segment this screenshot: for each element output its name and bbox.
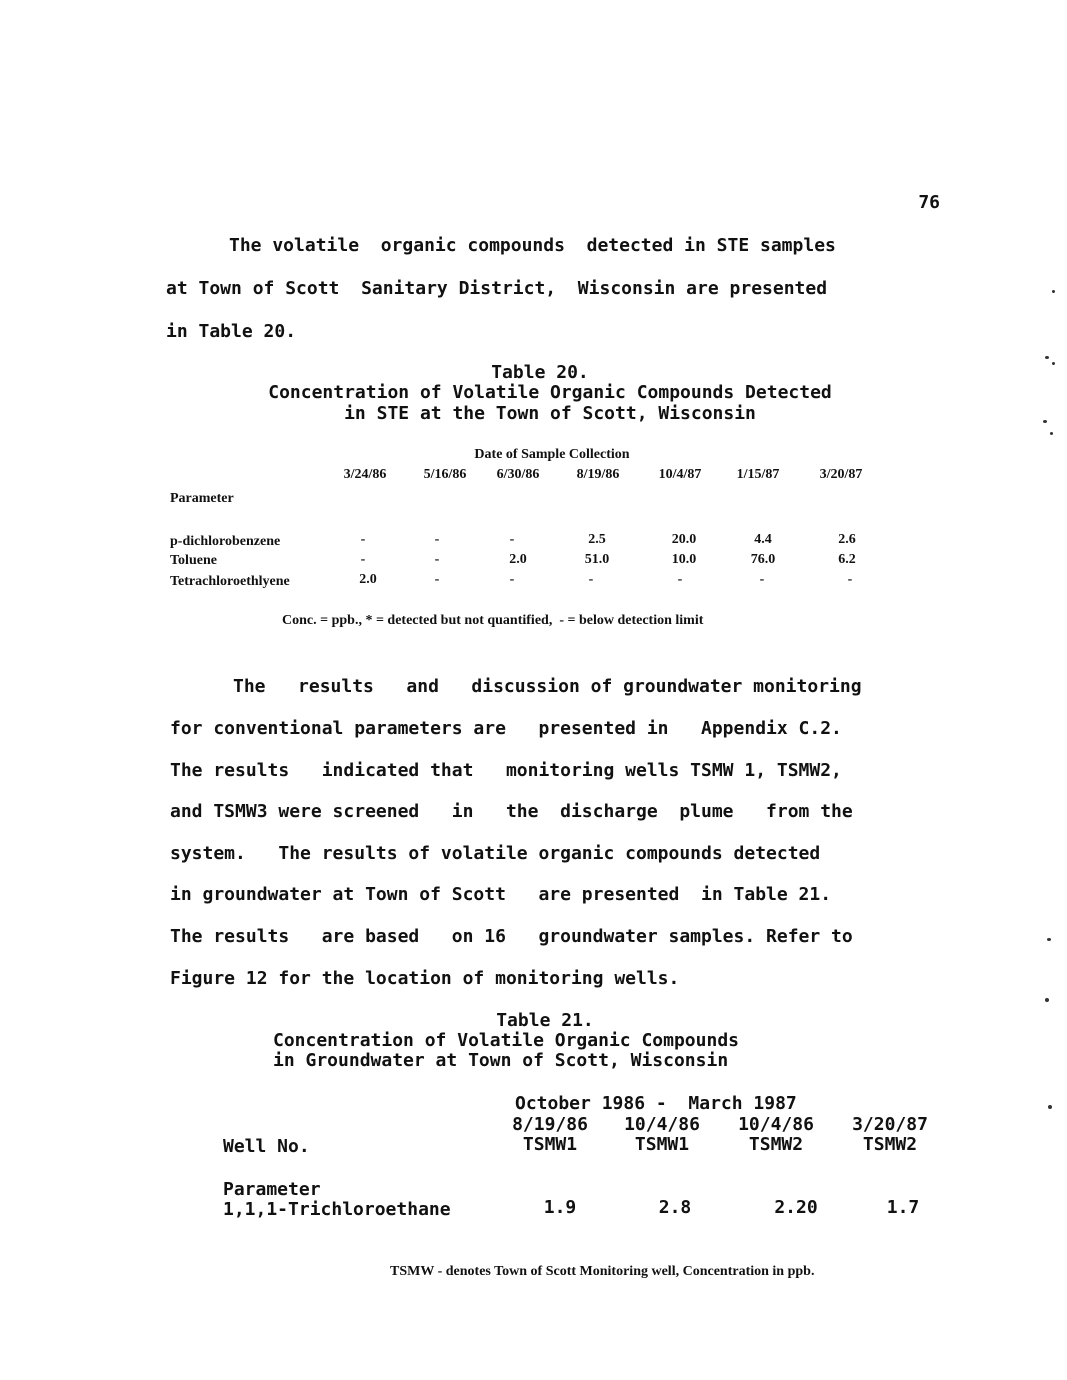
body-line: The results indicated that monitoring wells TSMW 1, TSMW2, (170, 760, 842, 781)
table-21-label: Table 21. (496, 1010, 594, 1031)
table-21-well-header: Well No. (223, 1136, 310, 1157)
table-21-row-name: 1,1,1-Trichloroethane (223, 1199, 451, 1220)
body-line: system. The results of volatile organic compounds detected (170, 843, 821, 864)
table-21-caption: Concentration of Volatile Organic Compounds (273, 1030, 739, 1051)
table-21-well: TSMW2 (862, 1134, 918, 1155)
table-20-row-name: Tetrachloroethlyene (170, 574, 290, 589)
scan-speck (1045, 356, 1049, 359)
table-20-cell: - (759, 572, 765, 587)
table-21-well: TSMW1 (522, 1134, 578, 1155)
table-21-cell: 1.9 (543, 1197, 577, 1218)
table-20-cell: 2.0 (509, 552, 527, 567)
table-20-date: 8/19/86 (576, 467, 620, 482)
table-20-cell: - (434, 552, 440, 567)
table-21-date: 10/4/86 (624, 1114, 700, 1135)
scan-speck (1052, 290, 1055, 293)
table-20-cell: 20.0 (671, 532, 697, 547)
table-21-well: TSMW1 (634, 1134, 690, 1155)
table-20-note: Conc. = ppb., * = detected but not quantified, - = below detection limit (282, 613, 704, 628)
table-20-cell: 2.0 (359, 572, 377, 587)
body-line: The results and discussion of groundwater monitoring (233, 676, 862, 697)
table-20-cell: - (360, 552, 366, 567)
scan-speck (1047, 938, 1051, 941)
table-20-date: 3/24/86 (343, 467, 387, 482)
table-20-date: 3/20/87 (819, 467, 863, 482)
table-20-cell: 2.6 (838, 532, 856, 547)
table-20-label: Table 20. (491, 362, 589, 383)
intro-line: at Town of Scott Sanitary District, Wisconsin are presented (166, 278, 828, 299)
table-20-cell: 2.5 (588, 532, 606, 547)
table-20-caption: in STE at the Town of Scott, Wisconsin (344, 403, 756, 424)
table-20-cell: - (677, 572, 683, 587)
table-20-row-name: Toluene (170, 553, 217, 568)
table-20-cell: 51.0 (584, 552, 610, 567)
table-21-cell: 2.20 (774, 1197, 818, 1218)
scan-speck (1048, 1105, 1052, 1109)
table-21-period: October 1986 - March 1987 (515, 1093, 797, 1114)
page-number: 76 (918, 192, 940, 213)
table-21-note: TSMW - denotes Town of Scott Monitoring well, Concentration in ppb. (390, 1264, 815, 1279)
table-21-cell: 2.8 (658, 1197, 692, 1218)
body-line: in groundwater at Town of Scott are presented in Table 21. (170, 884, 832, 905)
table-20-date: 10/4/87 (658, 467, 702, 482)
scan-speck (1043, 420, 1047, 423)
table-20-cell: - (588, 572, 594, 587)
table-21-date: 10/4/86 (738, 1114, 814, 1135)
body-line: for conventional parameters are presented in Appendix C.2. (170, 718, 842, 739)
table-20-cell: - (360, 532, 366, 547)
table-20-cell: - (509, 572, 515, 587)
table-20-cell: 4.4 (754, 532, 772, 547)
scan-speck (1050, 432, 1053, 435)
table-20-date: 5/16/86 (423, 467, 467, 482)
intro-line: in Table 20. (166, 321, 297, 342)
table-20-date: 1/15/87 (736, 467, 780, 482)
table-20-date: 6/30/86 (496, 467, 540, 482)
table-21-date: 3/20/87 (852, 1114, 928, 1135)
table-20-cell: - (509, 532, 515, 547)
table-21-cell: 1.7 (886, 1197, 920, 1218)
table-21-well: TSMW2 (748, 1134, 804, 1155)
table-21-caption: in Groundwater at Town of Scott, Wisconsin (273, 1050, 729, 1071)
table-20-cell: - (434, 572, 440, 587)
body-line: and TSMW3 were screened in the discharge plume from the (170, 801, 853, 822)
body-line: Figure 12 for the location of monitoring wells. (170, 968, 680, 989)
table-21-parameter-header: Parameter (223, 1179, 321, 1200)
scan-speck (1045, 998, 1049, 1002)
scan-speck (1052, 362, 1055, 365)
table-20-cell: 6.2 (838, 552, 856, 567)
table-20-group-header: Date of Sample Collection (474, 447, 630, 462)
table-21-date: 8/19/86 (512, 1114, 588, 1135)
table-20-cell: - (847, 572, 853, 587)
body-line: The results are based on 16 groundwater samples. Refer to (170, 926, 853, 947)
intro-line: The volatile organic compounds detected in STE samples (229, 235, 836, 256)
table-20-cell: - (434, 532, 440, 547)
table-20-cell: 76.0 (750, 552, 776, 567)
table-20-row-name: p-dichlorobenzene (170, 534, 281, 549)
table-20-parameter-header: Parameter (170, 491, 234, 506)
table-20-cell: 10.0 (671, 552, 697, 567)
table-20-caption: Concentration of Volatile Organic Compounds Detected (268, 382, 832, 403)
